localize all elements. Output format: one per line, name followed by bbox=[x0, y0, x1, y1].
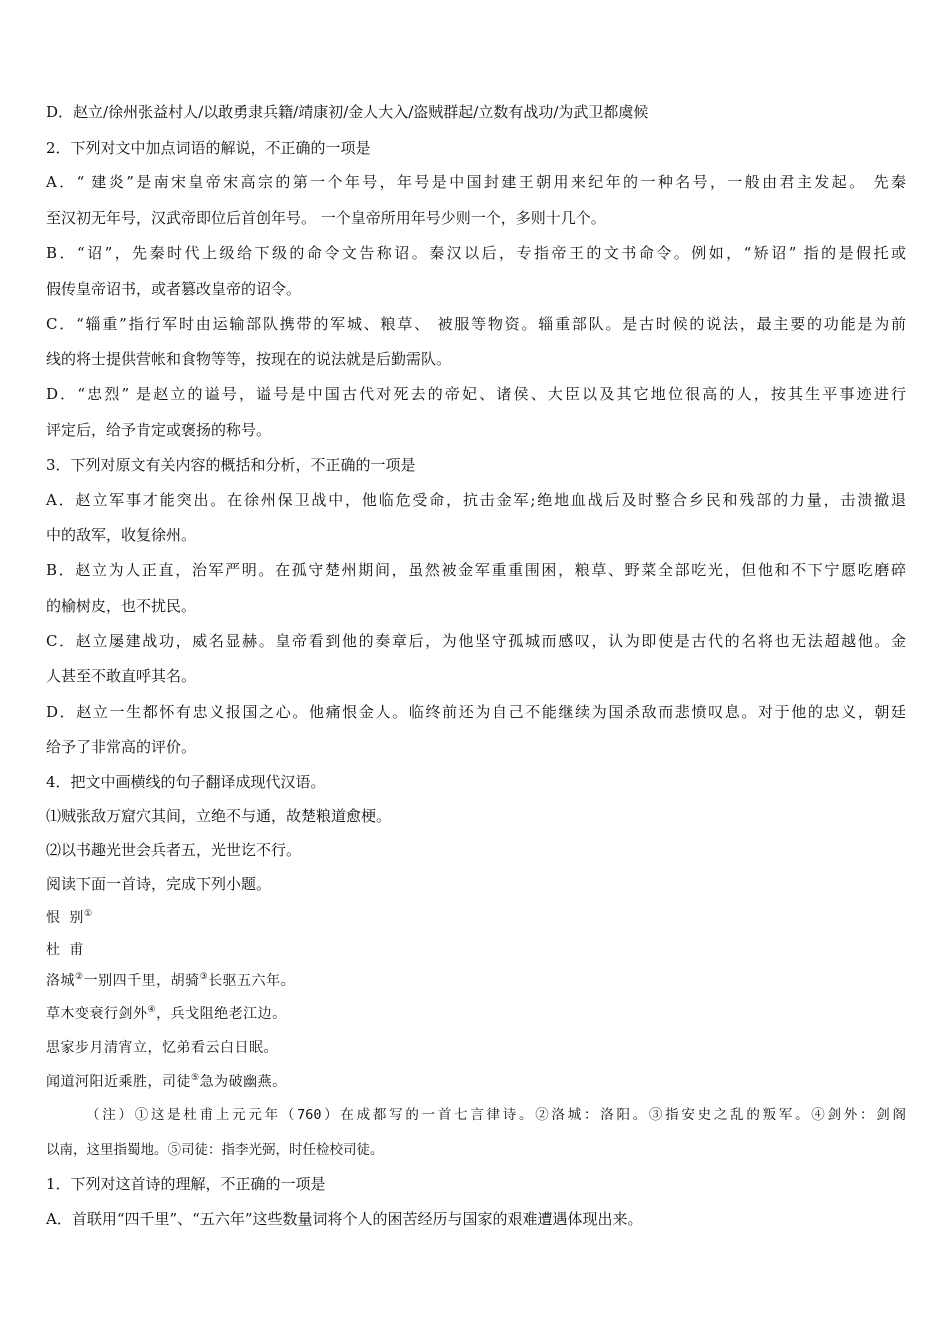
poem-line-2: 草木变衰行剑外④，兵戈阻绝老江边。 bbox=[46, 1005, 287, 1022]
question-2-stem: 2．下列对文中加点词语的解说，不正确的一项是 bbox=[46, 139, 371, 157]
poem-line-3: 思家步月清宵立，忆弟看云白日眠。 bbox=[46, 1040, 278, 1056]
question-4-stem: 4．把文中画横线的句子翻译成现代汉语。 bbox=[46, 773, 326, 791]
q2-option-c-line1: C．“辎重”指行军时由运输部队携带的军城、粮草、 被服等物资。辎重部队。是古时候的说法，最主要的功能是为前 bbox=[46, 315, 906, 333]
q3-option-b-line1: B．赵立为人正直，治军严明。在孤守楚州期间，虽然被金军重重围困，粮草、野菜全部吃光，但他和不下宁愿吃磨碎 bbox=[46, 561, 906, 579]
q3-option-c-line1: C．赵立屡建战功，威名显赫。皇帝看到他的奏章后，为他坚守孤城而感叹，认为即使是古代的名将也无法超越他。金 bbox=[46, 632, 906, 650]
q4-sentence-2: ⑵以书趣光世会兵者五，光世讫不行。 bbox=[46, 841, 302, 859]
poem-title: 恨 别① bbox=[46, 909, 93, 926]
question-3-stem: 3．下列对原文有关内容的概括和分析，不正确的一项是 bbox=[46, 456, 416, 474]
poem-line-1: 洛城②一别四千里，胡骑③长驱五六年。 bbox=[46, 972, 296, 989]
option-d-sentence-break: D．赵立/徐州张益村人/以敢勇隶兵籍/靖康初/金人大入/盗贼群起/立数有战功/为武卫都虞候 bbox=[46, 103, 649, 121]
q2-option-b-line2: 假传皇帝诏书，或者篡改皇帝的诏令。 bbox=[46, 280, 302, 298]
q3-option-d-line1: D．赵立一生都怀有忠义报国之心。他痛恨金人。临终前还为自己不能继续为国杀敌而悲愤叹息。对于他的忠义，朝廷 bbox=[46, 703, 906, 721]
q2-option-a-line2: 至汉初无年号，汉武帝即位后首创年号。 一个皇帝所用年号少则一个，多则十几个。 bbox=[46, 209, 606, 227]
poem-notes-line2: 以南，这里指蜀地。⑤司徒：指李光弼，时任检校司徒。 bbox=[46, 1142, 384, 1158]
q3-option-d-line2: 给予了非常高的评价。 bbox=[46, 738, 197, 756]
q3-option-a-line1: A．赵立军事才能突出。在徐州保卫战中，他临危受命，抗击金军;绝地血战后及时整合乡民和残部的力量，击溃撤退 bbox=[46, 491, 906, 509]
q2-option-c-line2: 线的将士提供营帐和食物等等，按现在的说法就是后勤需队。 bbox=[46, 350, 452, 368]
poem-line-4: 闻道河阳近乘胜，司徒⑤急为破幽燕。 bbox=[46, 1073, 287, 1090]
q2-option-b-line1: B．“诏”，先秦时代上级给下级的命令文告称诏。秦汉以后，专指帝王的文书命令。例如，“矫诏” 指的是假托或 bbox=[46, 244, 906, 262]
poem-section-intro: 阅读下面一首诗，完成下列小题。 bbox=[46, 875, 272, 893]
q2-option-a-line1: A．“ 建炎”是南宋皇帝宋高宗的第一个年号，年号是中国封建王朝用来纪年的一种名号，一般由君主发起。 先秦 bbox=[46, 173, 906, 191]
q4-sentence-1: ⑴贼张敌万窟穴其间，立绝不与通，故楚粮道愈梗。 bbox=[46, 807, 392, 825]
q2-option-d-line2: 评定后，给予肯定或褒扬的称号。 bbox=[46, 421, 272, 439]
q2-option-d-line1: D．“忠烈” 是赵立的谥号，谥号是中国古代对死去的帝妃、诸侯、大臣以及其它地位很高的人，按其生平事迹进行 bbox=[46, 385, 906, 403]
poem-author: 杜 甫 bbox=[46, 942, 84, 958]
poem-q1-option-a: A．首联用“四千里”、“五六年”这些数量词将个人的困苦经历与国家的艰难遭遇体现出来。 bbox=[46, 1210, 643, 1228]
q3-option-c-line2: 人甚至不敢直呼其名。 bbox=[46, 667, 197, 685]
q3-option-a-line2: 中的敌军，收复徐州。 bbox=[46, 526, 197, 544]
poem-question-1-stem: 1．下列对这首诗的理解，不正确的一项是 bbox=[46, 1175, 326, 1193]
q3-option-b-line2: 的榆树皮，也不扰民。 bbox=[46, 597, 197, 615]
poem-notes-line1: （注）①这是杜甫上元元年（760）在成都写的一首七言律诗。②洛城：洛阳。③指安史之乱的叛军。④剑外：剑阁 bbox=[86, 1107, 906, 1123]
